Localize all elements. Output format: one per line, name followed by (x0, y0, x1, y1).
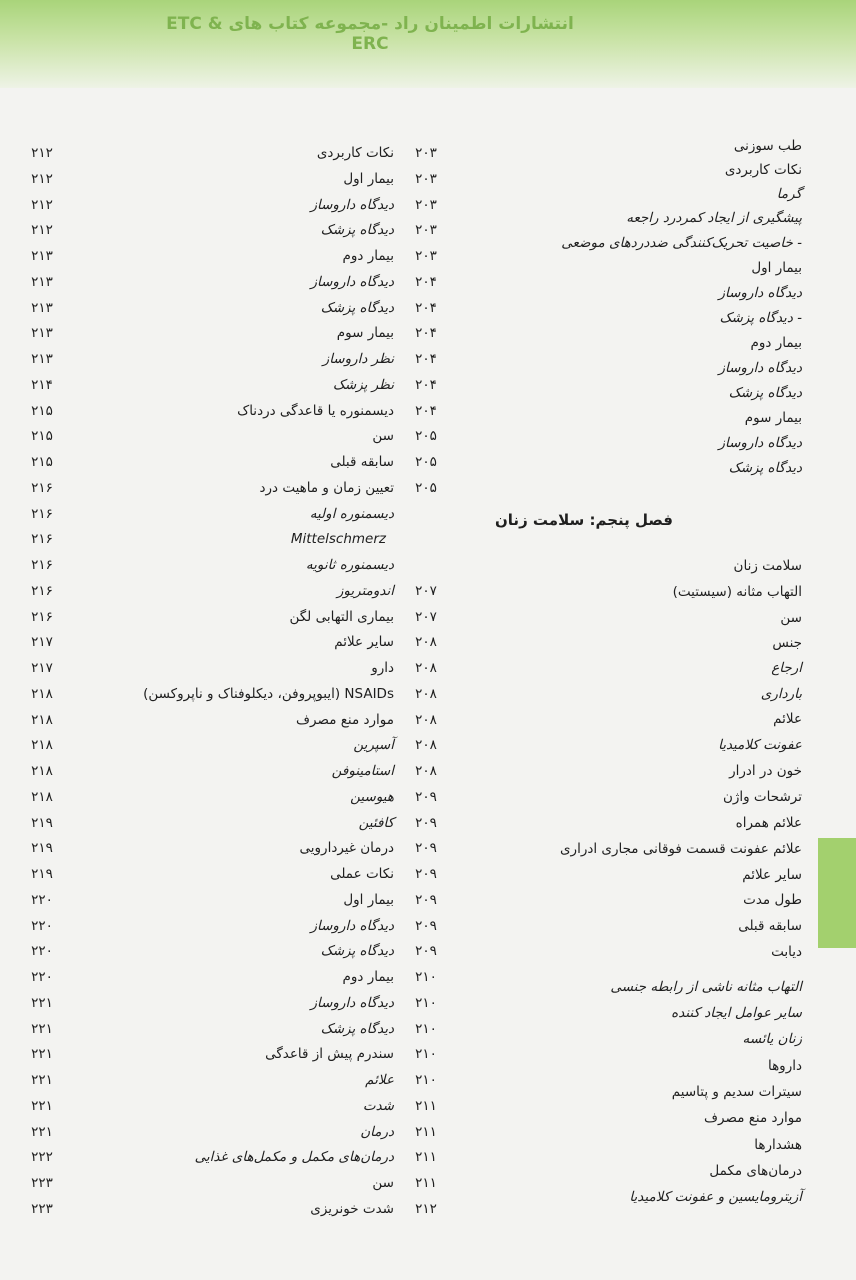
middle-index-entry: اندومتریوز (336, 583, 394, 599)
middle-index-entry: سابقه قبلی (330, 454, 394, 470)
middle-page-number: ۲۰۴ (415, 403, 437, 419)
right-index-entry: آزیترومایسین و عفونت کلامیدیا (629, 1189, 802, 1205)
middle-page-number: ۲۰۵ (415, 428, 437, 444)
middle-page-number: ۲۱۰ (415, 995, 437, 1011)
middle-page-number: ۲۰۳ (415, 145, 437, 161)
middle-index-entry: استامینوفن (331, 763, 394, 779)
middle-index-entry: دیدگاه داروساز (310, 274, 394, 290)
right-index-entry: دیدگاه پزشک (728, 385, 802, 401)
right-index-entry: سیترات سدیم و پتاسیم (671, 1084, 802, 1100)
right-index-entry: سایر عوامل ایجاد کننده (671, 1005, 802, 1021)
middle-index-entry: بیمار اول (343, 892, 394, 908)
right-index-entry: خون در ادرار (729, 763, 802, 779)
right-index-entry: جنس (772, 635, 802, 651)
left-page-number: ۲۲۱ (31, 995, 53, 1011)
right-index-entry: طب سوزنی (733, 138, 802, 154)
right-index-entry: داروها (767, 1058, 802, 1074)
right-index-entry: دیدگاه داروساز (718, 285, 802, 301)
right-index-entry: سلامت زنان (733, 558, 802, 574)
left-page-number: ۲۱۵ (31, 428, 53, 444)
right-index-entry: موارد منع مصرف (704, 1110, 802, 1126)
left-page-number: ۲۱۸ (31, 789, 53, 805)
middle-page-number: ۲۱۲ (415, 1201, 437, 1217)
middle-page-number: ۲۰۴ (415, 300, 437, 316)
middle-page-number: ۲۱۱ (415, 1124, 437, 1140)
middle-index-entry: هیوسین (350, 789, 394, 805)
header-title: انتشارات اطمینان راد -مجموعه کتاب های ETC & ERC (166, 14, 574, 54)
middle-page-number: ۲۰۵ (415, 454, 437, 470)
middle-page-number: ۲۰۴ (415, 377, 437, 393)
middle-index-entry: سن (372, 1175, 394, 1191)
right-index-entry: نکات کاربردی (724, 162, 802, 178)
middle-index-entry: نکات عملی (330, 866, 394, 882)
left-page-number: ۲۱۶ (31, 480, 53, 496)
left-page-number: ۲۱۸ (31, 686, 53, 702)
chapter-heading: فصل پنجم: سلامت زنان (495, 511, 673, 529)
middle-index-entry: NSAIDs (ایبوپروفن، دیکلوفناک و ناپروکسن) (143, 686, 394, 702)
middle-page-number: ۲۰۸ (415, 660, 437, 676)
middle-index-entry: دیدگاه پزشک (320, 300, 394, 316)
middle-index-entry: نظر داروساز (322, 351, 394, 367)
middle-page-number: ۲۰۴ (415, 274, 437, 290)
left-page-number: ۲۱۳ (31, 274, 53, 290)
middle-index-entry: بیمار دوم (342, 969, 394, 985)
left-page-number: ۲۱۶ (31, 531, 53, 547)
middle-page-number: ۲۱۰ (415, 969, 437, 985)
right-index-entry: علائم عفونت قسمت فوقانی مجاری ادراری (559, 841, 802, 857)
left-page-number: ۲۱۸ (31, 712, 53, 728)
left-page-number: ۲۲۱ (31, 1046, 53, 1062)
middle-index-entry: سن (372, 428, 394, 444)
middle-page-number: ۲۰۷ (415, 609, 437, 625)
left-page-number: ۲۱۲ (31, 197, 53, 213)
middle-index-entry: بیمار اول (343, 171, 394, 187)
left-page-number: ۲۲۰ (31, 918, 53, 934)
right-index-entry: درمان‌های مکمل (709, 1163, 802, 1179)
middle-index-entry: علائم (365, 1072, 394, 1088)
left-page-number: ۲۱۷ (31, 634, 53, 650)
right-index-entry: ارجاع (771, 660, 802, 676)
left-page-number: ۲۲۰ (31, 943, 53, 959)
middle-index-entry: دیسمنوره یا قاعدگی دردناک (237, 403, 394, 419)
middle-page-number: ۲۰۷ (415, 583, 437, 599)
left-page-number: ۲۱۳ (31, 300, 53, 316)
chapter-side-tab (818, 838, 856, 948)
right-index-entry: دیدگاه پزشک (728, 460, 802, 476)
left-page-number: ۲۱۳ (31, 325, 53, 341)
right-index-entry: دیابت (771, 944, 802, 960)
middle-page-number: ۲۰۹ (415, 918, 437, 934)
right-index-entry: التهاب مثانه (سیستیت) (672, 584, 802, 600)
left-page-number: ۲۱۳ (31, 351, 53, 367)
middle-page-number: ۲۰۹ (415, 789, 437, 805)
middle-page-number: ۲۰۳ (415, 171, 437, 187)
right-index-entry: بارداری (760, 686, 802, 702)
right-index-entry: سایر علائم (742, 867, 802, 883)
left-page-number: ۲۱۶ (31, 506, 53, 522)
middle-index-entry: Mittelschmerz (290, 531, 386, 547)
middle-index-entry: موارد منع مصرف (296, 712, 394, 728)
left-page-number: ۲۲۰ (31, 969, 53, 985)
middle-index-entry: دارو (371, 660, 394, 676)
middle-page-number: ۲۰۴ (415, 325, 437, 341)
left-page-number: ۲۱۶ (31, 557, 53, 573)
middle-index-entry: سندرم پیش از قاعدگی (265, 1046, 394, 1062)
left-page-number: ۲۱۹ (31, 815, 53, 831)
left-page-number: ۲۲۳ (31, 1175, 53, 1191)
left-page-number: ۲۱۶ (31, 609, 53, 625)
middle-page-number: ۲۰۸ (415, 712, 437, 728)
left-page-number: ۲۲۳ (31, 1201, 53, 1217)
middle-page-number: ۲۰۹ (415, 840, 437, 856)
left-page-number: ۲۲۱ (31, 1124, 53, 1140)
middle-page-number: ۲۱۰ (415, 1021, 437, 1037)
middle-page-number: ۲۱۱ (415, 1149, 437, 1165)
left-page-number: ۲۱۹ (31, 840, 53, 856)
middle-page-number: ۲۰۸ (415, 763, 437, 779)
right-index-entry: - خاصیت تحریک‌کنندگی ضددردهای موضعی (561, 235, 802, 251)
left-page-number: ۲۱۲ (31, 145, 53, 161)
middle-index-entry: درمان‌های مکمل و مکمل‌های غذایی (194, 1149, 394, 1165)
middle-page-number: ۲۰۸ (415, 686, 437, 702)
middle-index-entry: بیماری التهابی لگن (289, 609, 394, 625)
middle-page-number: ۲۱۱ (415, 1098, 437, 1114)
middle-index-entry: بیمار سوم (336, 325, 394, 341)
right-index-entry: زنان یائسه (742, 1031, 802, 1047)
middle-index-entry: دیدگاه پزشک (320, 943, 394, 959)
right-index-entry: ترشحات واژن (722, 789, 802, 805)
middle-index-entry: دیدگاه داروساز (310, 995, 394, 1011)
middle-index-entry: دیدگاه داروساز (310, 918, 394, 934)
middle-page-number: ۲۰۹ (415, 943, 437, 959)
right-index-entry: بیمار دوم (750, 335, 802, 351)
middle-index-entry: دیدگاه پزشک (320, 222, 394, 238)
middle-page-number: ۲۰۹ (415, 866, 437, 882)
middle-page-number: ۲۰۴ (415, 351, 437, 367)
middle-page-number: ۲۰۸ (415, 634, 437, 650)
right-index-entry: سن (780, 610, 802, 626)
right-index-entry: التهاب مثانه ناشی از رابطه جنسی (610, 979, 802, 995)
right-index-entry: طول مدت (743, 892, 802, 908)
left-page-number: ۲۲۱ (31, 1098, 53, 1114)
left-page-number: ۲۱۸ (31, 737, 53, 753)
left-page-number: ۲۱۲ (31, 222, 53, 238)
right-index-entry: علائم همراه (735, 815, 802, 831)
middle-index-entry: درمان (360, 1124, 394, 1140)
right-index-entry: پیشگیری از ایجاد کمردرد راجعه (626, 210, 802, 226)
right-index-entry: - دیدگاه پزشک (719, 310, 802, 326)
middle-page-number: ۲۱۱ (415, 1175, 437, 1191)
middle-index-entry: سایر علائم (334, 634, 394, 650)
middle-page-number: ۲۰۹ (415, 892, 437, 908)
right-index-entry: سابقه قبلی (738, 918, 802, 934)
left-page-number: ۲۱۸ (31, 763, 53, 779)
middle-index-entry: درمان غیردارویی (299, 840, 394, 856)
middle-index-entry: کافئین (358, 815, 394, 831)
middle-index-entry: دیسمنوره ثانویه (305, 557, 394, 573)
left-page-number: ۲۱۵ (31, 403, 53, 419)
middle-page-number: ۲۰۳ (415, 197, 437, 213)
middle-page-number: ۲۰۹ (415, 815, 437, 831)
left-page-number: ۲۱۵ (31, 454, 53, 470)
left-page-number: ۲۱۹ (31, 866, 53, 882)
middle-index-entry: تعیین زمان و ماهیت درد (259, 480, 394, 496)
right-index-entry: دیدگاه داروساز (718, 360, 802, 376)
middle-index-entry: دیدگاه پزشک (320, 1021, 394, 1037)
left-page-number: ۲۲۲ (31, 1149, 53, 1165)
middle-page-number: ۲۰۸ (415, 737, 437, 753)
left-page-number: ۲۱۲ (31, 171, 53, 187)
right-index-entry: هشدارها (754, 1137, 802, 1153)
middle-page-number: ۲۰۵ (415, 480, 437, 496)
right-index-entry: علائم (773, 711, 802, 727)
right-index-entry: بیمار اول (751, 260, 802, 276)
middle-index-entry: نظر پزشک (332, 377, 394, 393)
middle-page-number: ۲۱۰ (415, 1072, 437, 1088)
left-page-number: ۲۱۷ (31, 660, 53, 676)
middle-page-number: ۲۰۳ (415, 222, 437, 238)
left-page-number: ۲۲۰ (31, 892, 53, 908)
middle-index-entry: شدت خونریزی (310, 1201, 394, 1217)
middle-page-number: ۲۱۰ (415, 1046, 437, 1062)
right-index-entry: عفونت کلامیدیا (718, 737, 802, 753)
left-page-number: ۲۲۱ (31, 1072, 53, 1088)
left-page-number: ۲۲۱ (31, 1021, 53, 1037)
right-index-entry: دیدگاه داروساز (718, 435, 802, 451)
middle-index-entry: دیسمنوره اولیه (309, 506, 394, 522)
middle-index-entry: آسپرین (353, 737, 394, 753)
right-index-entry: گرما (776, 186, 802, 202)
middle-index-entry: شدت (362, 1098, 394, 1114)
middle-index-entry: بیمار دوم (342, 248, 394, 264)
middle-page-number: ۲۰۳ (415, 248, 437, 264)
middle-index-entry: دیدگاه داروساز (310, 197, 394, 213)
left-page-number: ۲۱۳ (31, 248, 53, 264)
right-index-entry: بیمار سوم (744, 410, 802, 426)
left-page-number: ۲۱۴ (31, 377, 53, 393)
left-page-number: ۲۱۶ (31, 583, 53, 599)
middle-index-entry: نکات کاربردی (316, 145, 394, 161)
